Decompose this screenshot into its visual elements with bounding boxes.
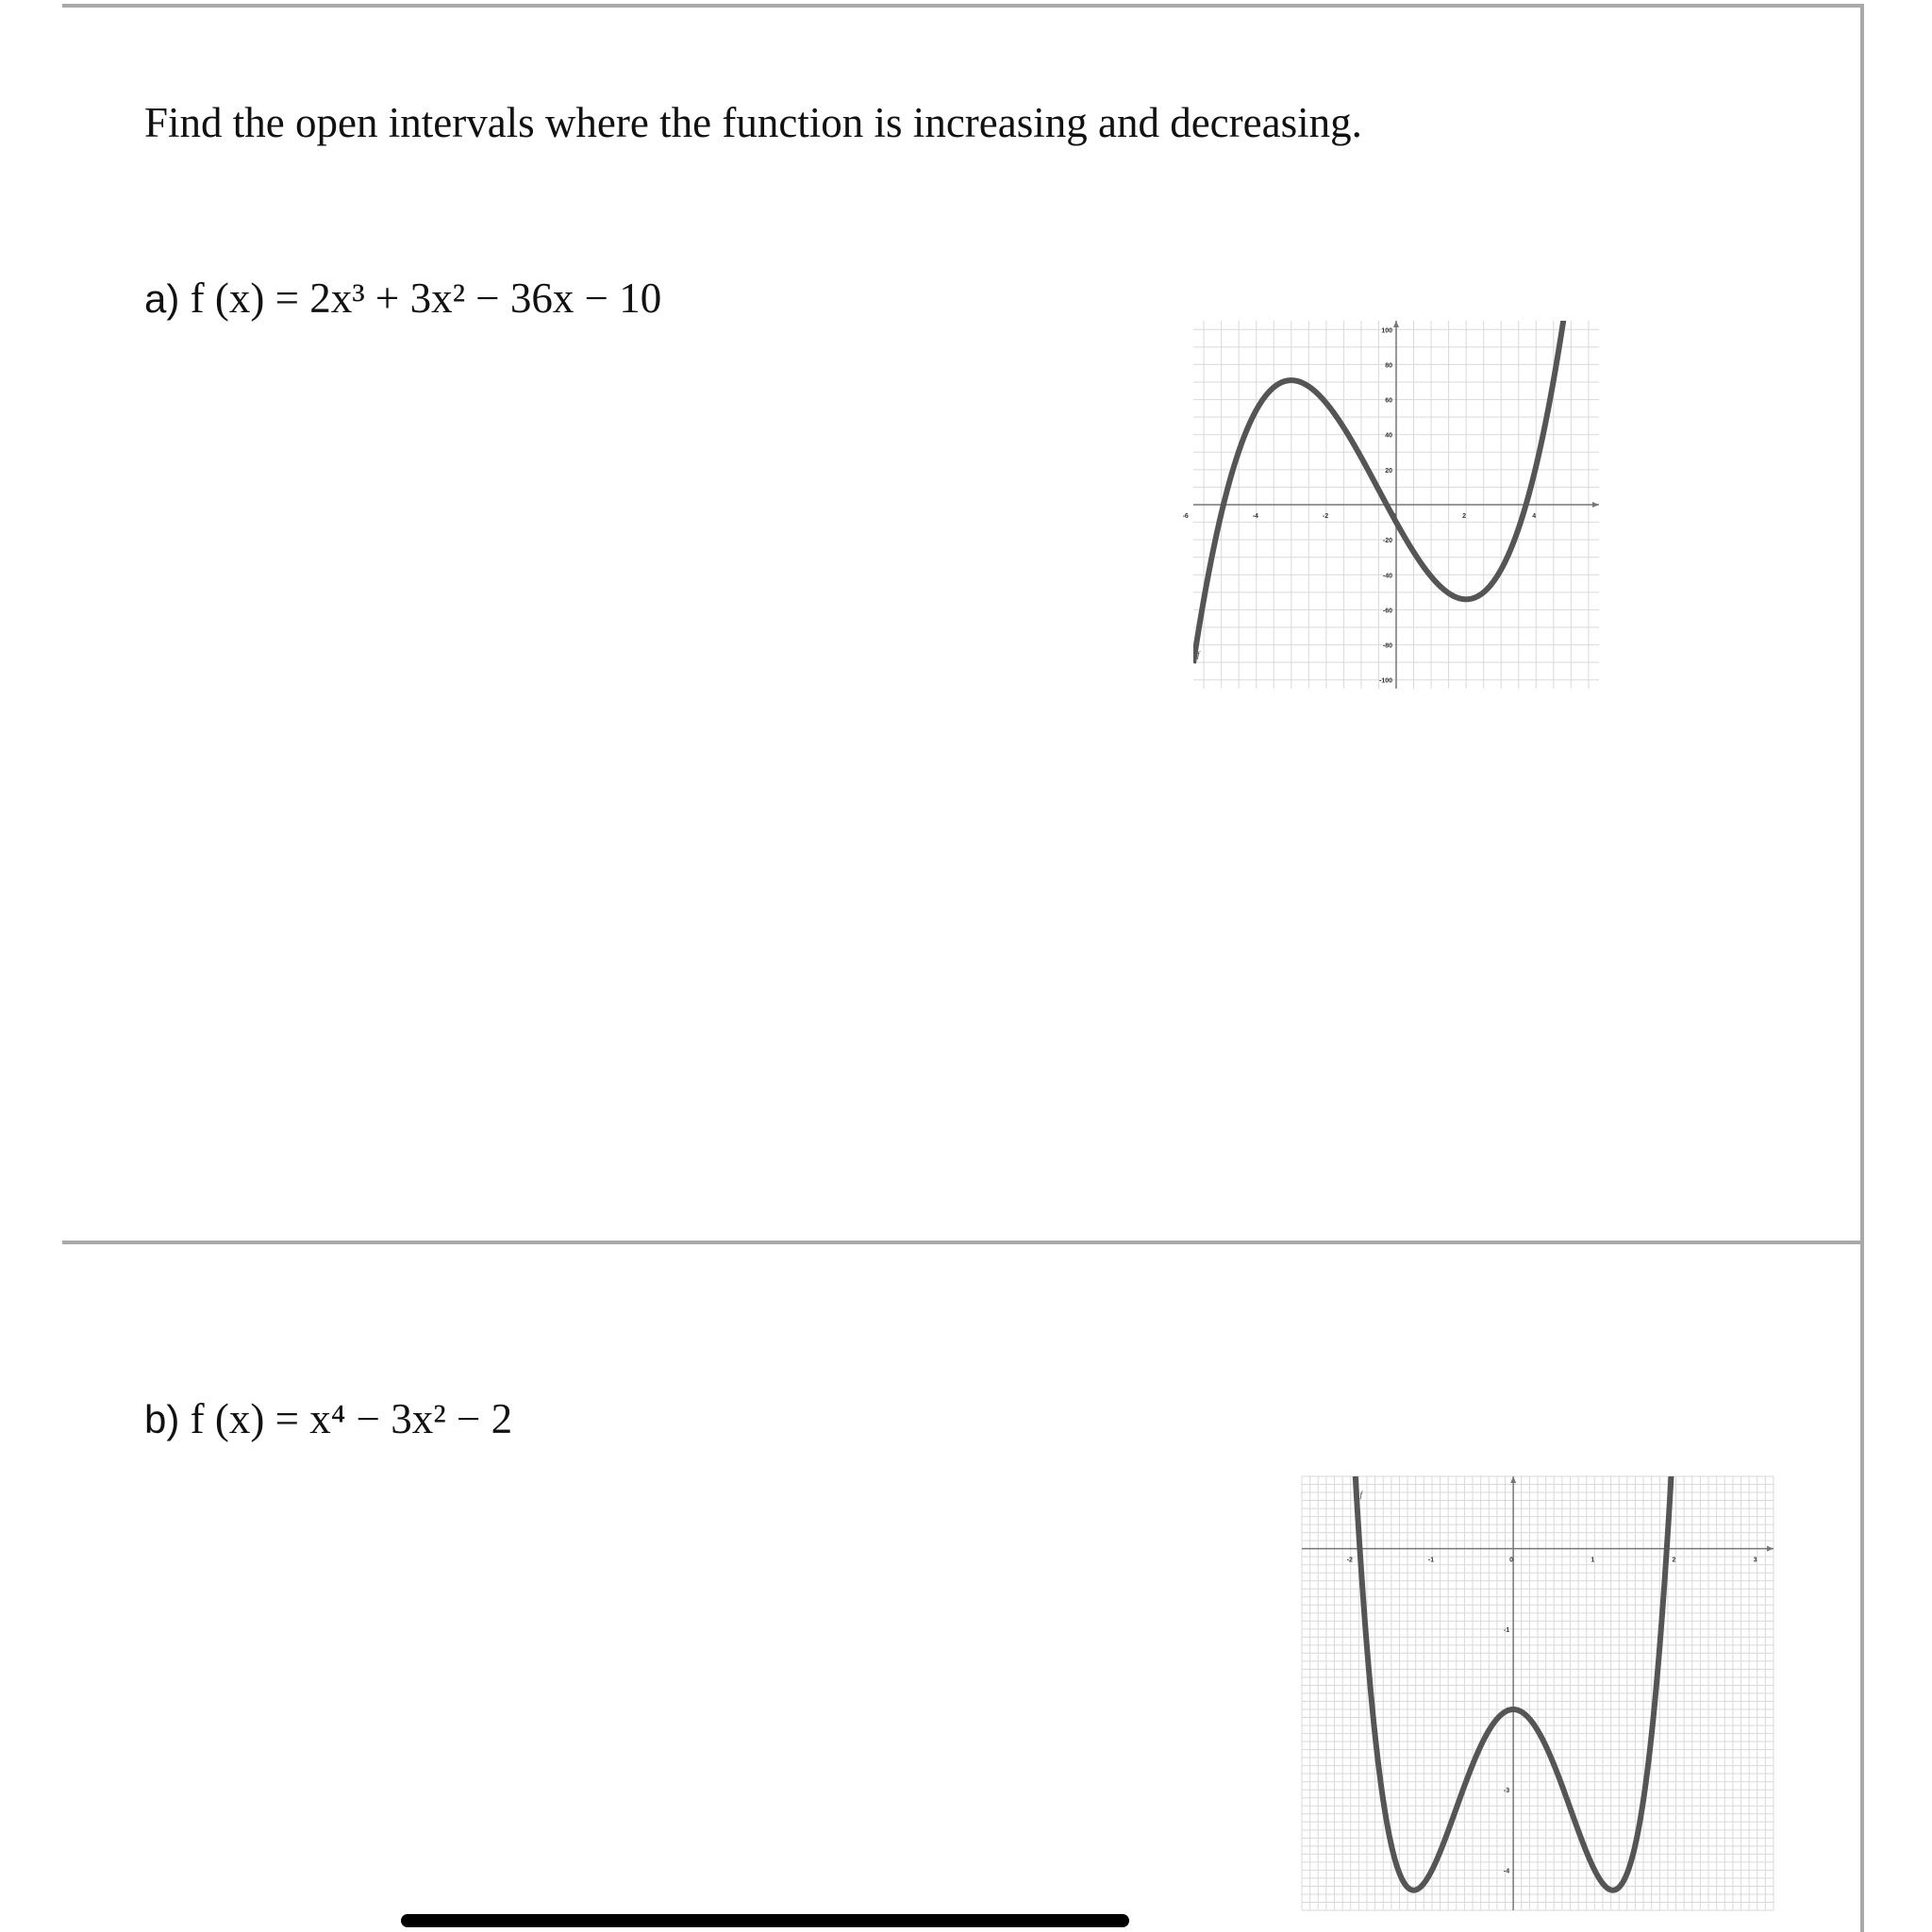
- x-tick-label: 2: [1672, 1557, 1676, 1564]
- problem-a-function: f (x) = 2x³ + 3x² − 36x − 10: [190, 275, 662, 322]
- top-border: [62, 4, 1864, 8]
- y-tick-label: -3: [1503, 1788, 1510, 1795]
- problem-b-function: f (x) = x⁴ − 3x² − 2: [190, 1395, 513, 1442]
- x-tick-label: 0: [1509, 1557, 1514, 1564]
- problem-a: [144, 274, 661, 323]
- x-axis-arrow: [1767, 1546, 1774, 1552]
- x-tick-label: 4: [1532, 513, 1537, 520]
- x-tick-label: 2: [1462, 513, 1467, 520]
- y-tick-label: -1: [1503, 1626, 1510, 1634]
- problem-b-label: b): [144, 1397, 180, 1441]
- curve-label: f: [1197, 650, 1200, 660]
- y-tick-label: -60: [1382, 608, 1392, 615]
- y-tick-label: 80: [1385, 362, 1392, 370]
- y-tick-label: -2: [1503, 1707, 1510, 1715]
- x-tick-label: 1: [1591, 1557, 1595, 1564]
- y-axis-arrow: [1393, 321, 1399, 327]
- x-tick-label: -2: [1346, 1557, 1353, 1564]
- x-tick-label: 3: [1753, 1557, 1757, 1564]
- y-tick-label: 100: [1381, 327, 1392, 335]
- graph-b: [1302, 1476, 1774, 1910]
- y-tick-label: -20: [1382, 538, 1392, 545]
- x-tick-label: -1: [1427, 1557, 1435, 1564]
- right-border: [1860, 4, 1864, 1932]
- x-tick-label: -4: [1252, 513, 1258, 520]
- home-indicator: [401, 1914, 1129, 1927]
- x-tick-label: -6: [1182, 513, 1189, 520]
- y-tick-label: -80: [1382, 642, 1392, 650]
- x-tick-label: 0: [1392, 513, 1396, 520]
- y-tick-label: 40: [1385, 432, 1392, 440]
- instructions: Find the open intervals where the function is increasing and decreasing.: [144, 99, 1362, 146]
- y-tick-label: -100: [1378, 677, 1392, 685]
- curve-label: f: [1359, 1490, 1363, 1500]
- y-tick-label: -4: [1503, 1868, 1510, 1875]
- y-tick-label: 60: [1385, 397, 1392, 405]
- problem-b: [144, 1394, 512, 1443]
- problem-a-label: a): [144, 276, 180, 321]
- y-axis-arrow: [1510, 1476, 1516, 1483]
- y-tick-label: 20: [1385, 467, 1392, 475]
- y-tick-label: -40: [1382, 573, 1392, 580]
- section-divider: [62, 1241, 1864, 1244]
- graph-a: [1182, 321, 1599, 689]
- x-tick-label: -2: [1322, 513, 1329, 520]
- x-axis-arrow: [1592, 502, 1599, 508]
